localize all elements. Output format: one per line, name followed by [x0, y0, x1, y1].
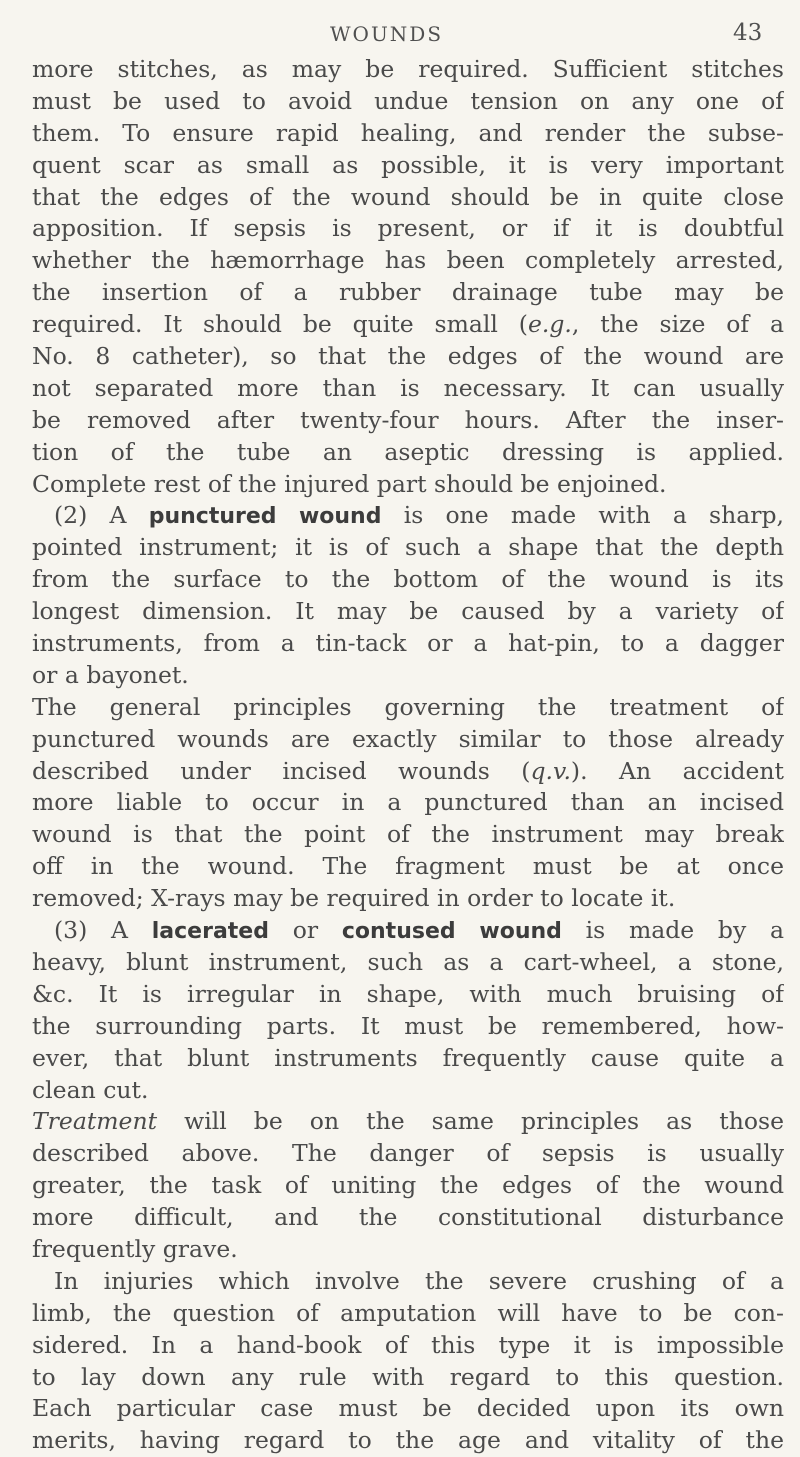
text-segment: described under incised wounds (	[32, 756, 531, 785]
text-line: heavy, blunt instrument, such as a cart-wheel, a stone,	[32, 947, 784, 976]
text-line: removed; X-rays may be required in order to locate it.	[32, 884, 676, 913]
text-line: longest dimension. It may be caused by a variety of	[32, 597, 784, 626]
text-line: whether the hæmorrhage has been completely arrested,	[32, 246, 784, 275]
text-line: more stitches, as may be required. Sufficient stitches	[32, 55, 784, 83]
text-line: In injuries which involve the severe crushing of a	[54, 1266, 784, 1295]
text-segment	[456, 916, 480, 944]
text-line: or a bayonet.	[32, 660, 189, 689]
text-line: The general principles governing the treatment of	[32, 692, 784, 721]
text-segment: required. It should be quite small (	[32, 310, 528, 339]
text-segment: will be on the same principles as those	[157, 1107, 784, 1136]
text-line: limb, the question of amputation will have to be con-	[32, 1298, 784, 1327]
text-segment: is one made with a sharp,	[381, 501, 784, 530]
text-line: instruments, from a tin-tack or a hat-pin, to a dagger	[32, 629, 784, 658]
text-segment: or	[268, 916, 342, 945]
text-line: off in the wound. The fragment must be at once	[32, 852, 784, 881]
text-line: more difficult, and the constitutional disturbance	[32, 1203, 784, 1232]
text-line: sidered. In a hand-book of this type it is impossible	[32, 1330, 784, 1359]
text-line: more liable to occur in a punctured than an incised	[32, 788, 784, 817]
text-line	[32, 756, 784, 788]
body-text	[32, 54, 784, 1457]
text-line: No. 8 catheter), so that the edges of the wound are	[32, 342, 784, 371]
text-line: not separated more than is necessary. It can usually	[32, 373, 784, 402]
text-line: punctured wounds are exactly similar to those already	[32, 724, 784, 753]
text-line: Each particular case must be decided upon its own	[32, 1394, 784, 1423]
text-line: clean cut.	[32, 1075, 149, 1104]
italic-term: Treatment	[32, 1107, 158, 1136]
text-line: merits, having regard to the age and vitality of the	[32, 1426, 784, 1455]
text-segment: , the size of a	[571, 310, 784, 339]
text-line	[32, 1106, 784, 1138]
text-line: them. To ensure rapid healing, and render the subse-	[32, 118, 784, 147]
running-head	[0, 12, 800, 52]
text-line: to lay down any rule with regard to this question.	[32, 1362, 784, 1391]
text-line	[32, 500, 784, 532]
running-title: WOUNDS	[330, 22, 444, 46]
text-line: greater, the task of uniting the edges of the wound	[32, 1171, 784, 1200]
text-line: must be used to avoid undue tension on any one of	[32, 86, 784, 115]
text-segment: is made by a	[561, 916, 784, 945]
text-line: &c. It is irregular in shape, with much bruising of	[32, 979, 784, 1008]
bold-term: punctured wound	[148, 504, 382, 530]
italic-abbreviation: e.g.	[527, 310, 572, 339]
text-line: tion of the tube an aseptic dressing is applied.	[32, 437, 784, 466]
text-line: pointed instrument; it is of such a shape that the depth	[32, 533, 784, 562]
paragraph-number: (3) A	[54, 916, 152, 945]
bold-term: wound	[479, 919, 562, 945]
text-line: described above. The danger of sepsis is usually	[32, 1139, 784, 1168]
text-line: ever, that blunt instruments frequently cause quite a	[32, 1043, 784, 1072]
paragraph-number: (2) A	[54, 501, 149, 530]
bold-term: contused	[341, 919, 456, 945]
text-segment: ). An accident	[570, 756, 784, 785]
text-line: the insertion of a rubber drainage tube may be	[32, 278, 784, 307]
text-line	[32, 309, 784, 341]
page-number: 43	[733, 20, 763, 46]
text-line: frequently grave.	[32, 1234, 238, 1263]
text-line	[32, 915, 784, 947]
text-line: wound is that the point of the instrument may break	[32, 820, 784, 849]
text-line: the surrounding parts. It must be remembered, how-	[32, 1011, 784, 1040]
text-line: Complete rest of the injured part should be enjoined.	[32, 469, 667, 498]
text-line: apposition. If sepsis is present, or if it is doubtful	[32, 214, 784, 243]
italic-abbreviation: q.v.	[530, 756, 571, 785]
text-line: from the surface to the bottom of the wound is its	[32, 565, 784, 594]
text-line: quent scar as small as possible, it is very important	[32, 150, 784, 179]
text-line: be removed after twenty-four hours. After the inser-	[32, 405, 784, 434]
text-line: that the edges of the wound should be in quite close	[32, 182, 784, 211]
bold-term: lacerated	[151, 919, 269, 945]
